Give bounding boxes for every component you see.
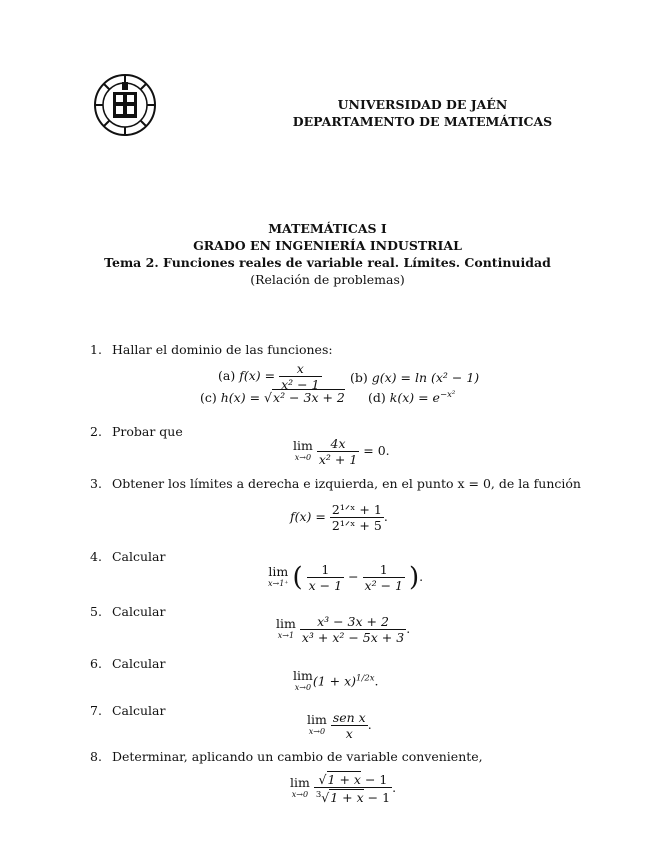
problem-4-formula: lim x→1⁺ ( $\frac{1}{x - 1}$ − $\frac{1}{\text{x² − 1}}$ ). (268, 562, 424, 593)
degree-title: GRADO EN INGENIERÍA INDUSTRIAL (193, 238, 462, 253)
topic-title: Tema 2. Funciones reales de variable real. Límites. Continuidad (104, 255, 551, 270)
problem-1 (90, 342, 333, 357)
course-title: MATEMÁTICAS I (268, 221, 387, 236)
problem-number: 1. (90, 342, 102, 357)
fraction: $\frac{x}{\text{x² − 1}}$ (281, 361, 320, 392)
problem-1-item-d: (d) $k(x) = e^{-x^2}$ (368, 390, 456, 406)
problem-6: 6. Calcular (90, 656, 166, 671)
problem-1-item-a: (a) f(x) = $\frac{x}{\text{x² − 1}}$ (218, 361, 320, 392)
problem-3-formula: f(x) = $\frac{\text{2¹ᐟˣ + 1}}{\text{2¹ᐟˣ + 5}}$ . (290, 502, 388, 533)
university-seal-logo (94, 74, 156, 136)
university-header (285, 96, 560, 130)
problem-8: 8. Determinar, aplicando un cambio de variable conveniente, (90, 749, 483, 764)
problem-2-formula: lim x→0 $\frac{4x}{\text{x² + 1}}$ = 0. (293, 436, 390, 467)
department-name: DEPARTAMENTO DE MATEMÁTICAS (292, 114, 553, 129)
problem-7-formula: lim x→0 $\frac{\text{sen x}}{x}$ . (307, 710, 372, 741)
problem-text: Hallar el dominio de las funciones: (111, 342, 333, 357)
problem-7: 7. Calcular (90, 703, 166, 718)
problem-2: 2. Probar que (90, 424, 183, 439)
problem-5-formula: lim x→1 $\frac{\text{x³ − 3x + 2}}{\text{x³ + x² − 5x + 3}}$ . (276, 614, 411, 645)
problem-4: 4. Calcular (90, 549, 166, 564)
radicand: x² − 3x + 2 (273, 390, 345, 405)
problem-1-item-c: (c) h(x) = √x² − 3x + 2 (200, 390, 345, 405)
document-subtitle: (Relación de problemas) (250, 272, 405, 287)
problem-8-formula: lim x→0 $\frac{√1 + x - 1}{^3√1 + x - 1}$ . (290, 772, 397, 806)
document-title-block (0, 220, 655, 288)
problem-6-formula: lim x→0 $(1 + x)^{1/2x}$. (293, 668, 379, 692)
problem-3: 3. Obtener los límites a derecha e izquierda, en el punto x = 0, de la función (90, 476, 581, 491)
problem-5: 5. Calcular (90, 604, 166, 619)
problem-1-item-b: (b) g(x) = ln (x² − 1) (350, 370, 480, 385)
university-name: UNIVERSIDAD DE JAÉN (337, 97, 508, 112)
